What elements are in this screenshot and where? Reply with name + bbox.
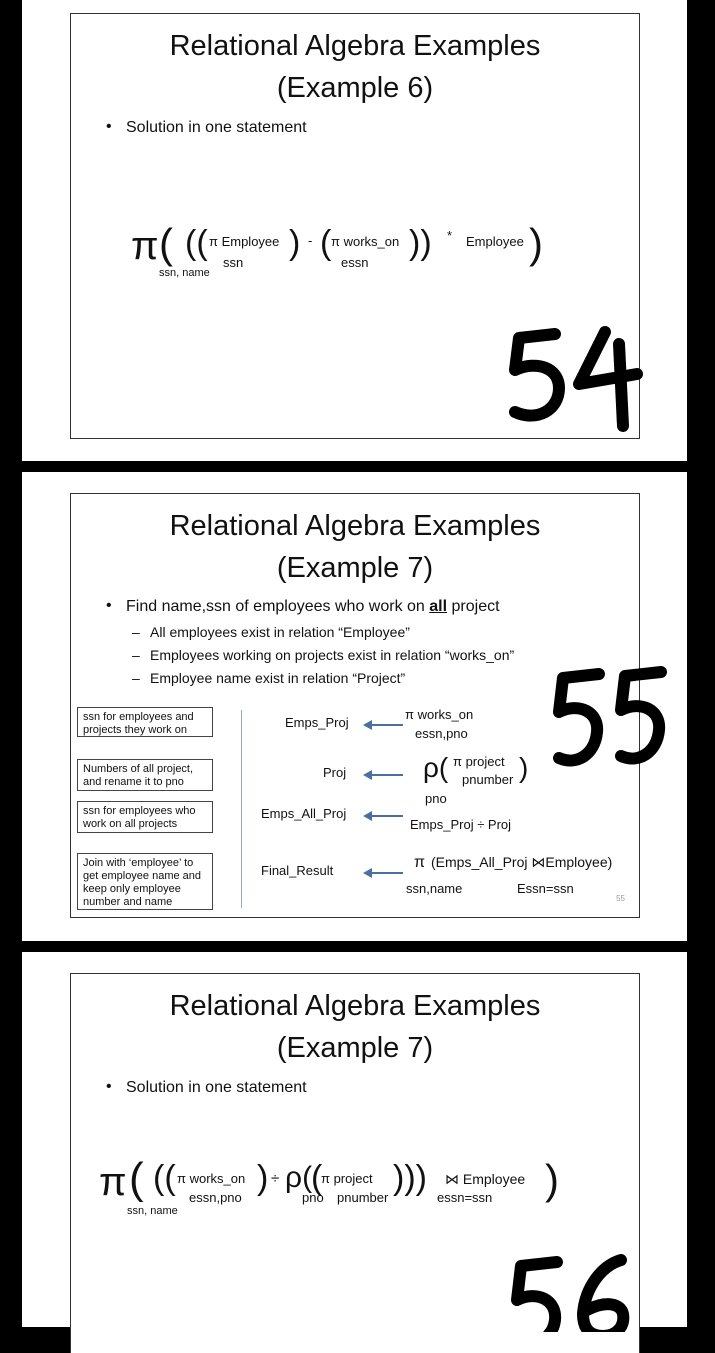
step-subscript: pnumber — [462, 772, 514, 787]
bullet-dot: • — [106, 1078, 112, 1095]
bullet-text: Solution in one statement — [126, 1079, 307, 1096]
sub-bullet-text: All employees exist in relation “Employee” — [150, 624, 410, 640]
step-name: Proj — [323, 765, 347, 780]
close-paren: ) — [257, 1159, 269, 1197]
page-55 — [22, 472, 687, 941]
left-arrow-icon — [363, 810, 405, 822]
left-arrow-icon — [363, 719, 405, 731]
rename-symbol: ρ( — [423, 752, 449, 783]
bullet-dot: • — [106, 118, 112, 135]
minus-operator: - — [308, 233, 313, 248]
join-subscript: essn=ssn — [437, 1190, 493, 1205]
close-paren: ))) — [393, 1159, 427, 1197]
open-paren: (( — [185, 224, 208, 262]
bullet — [106, 118, 307, 137]
sub-bullet-text: Employee name exist in relation “Project” — [150, 670, 406, 686]
bullet-text-post: project — [447, 598, 500, 615]
times-operator: * — [447, 228, 453, 243]
sub-bullet: – All employees exist in relation “Employee” — [132, 624, 410, 640]
bullet-dot: • — [106, 597, 112, 614]
open-paren: ( — [320, 224, 332, 262]
open-paren: ( — [129, 1154, 144, 1203]
left-arrow-icon — [363, 867, 405, 879]
rename-subscript: pno — [425, 791, 447, 806]
bullet-text: Solution in one statement — [126, 119, 307, 136]
slide-title-line2: (Example 7) — [276, 552, 434, 584]
step-expression: Emps_Proj ÷ Proj — [410, 817, 512, 832]
inner-subscript: essn,pno — [189, 1190, 242, 1205]
page-54 — [22, 0, 687, 461]
projection-subscript: ssn, name — [159, 267, 210, 279]
handwritten-number-55 — [549, 666, 679, 778]
step-subscript: essn,pno — [415, 726, 468, 741]
bullet-text-bold: all — [429, 598, 448, 615]
slide-54 — [70, 13, 640, 439]
close-paren: ) — [519, 752, 529, 783]
step-name: Final_Result — [261, 863, 334, 878]
employee-relation: Employee — [466, 234, 524, 249]
note-box: ssn for employees and projects they work on — [77, 707, 213, 737]
step-subscript: ssn,name — [406, 881, 463, 896]
inner-subscript-essn: essn — [341, 255, 369, 270]
join-subscript: Essn=ssn — [517, 881, 574, 896]
step-expression: π works_on — [405, 707, 474, 722]
page-number: 54 — [616, 415, 625, 424]
step-expression: π project — [453, 754, 505, 769]
divider-line — [241, 710, 242, 908]
open-paren: (( — [153, 1159, 176, 1197]
sub-bullet: – Employee name exist in relation “Project” — [132, 670, 406, 686]
step-name: Emps_Proj — [285, 715, 349, 730]
slide-title-line2: (Example 6) — [276, 72, 434, 104]
slide-title-line2: (Example 7) — [276, 1032, 434, 1064]
slide-56 — [70, 973, 640, 1353]
close-paren: ) — [289, 224, 301, 262]
close-paren: )) — [409, 224, 432, 262]
close-paren: ) — [529, 220, 543, 267]
bullet-text-pre: Find name,ssn of employees who work on — [126, 598, 430, 615]
inner-projection-works-on: π works_on — [331, 234, 400, 249]
rename-subscript: pno — [302, 1190, 324, 1205]
rename-symbol: ρ( — [285, 1161, 313, 1194]
left-arrow-icon — [363, 769, 405, 781]
inner-subscript-ssn: ssn — [223, 255, 244, 270]
note-box: Join with ‘employee’ to get employee name and keep only employee number and name — [77, 853, 213, 910]
projection-symbol: π — [131, 224, 159, 268]
page-number: 55 — [616, 894, 625, 903]
open-paren: ( — [159, 220, 173, 267]
step-name: Emps_All_Proj — [261, 806, 347, 821]
projection-symbol: π — [99, 1160, 127, 1204]
sub-bullet: – Employees working on projects exist in relation “works_on” — [132, 647, 515, 663]
projection-symbol: π — [414, 854, 426, 871]
slide-title-line1: Relational Algebra Examples — [169, 30, 541, 62]
bullet — [106, 1078, 307, 1097]
note-box: Numbers of all project, and rename it to pno — [77, 759, 213, 791]
slide-55 — [70, 493, 640, 918]
slide-title-line1: Relational Algebra Examples — [169, 990, 541, 1022]
handwritten-number-54 — [507, 324, 667, 434]
note-box: ssn for employees who work on all projects — [77, 801, 213, 833]
inner-projection-project: π project — [321, 1171, 373, 1186]
page-56 — [22, 952, 687, 1327]
open-paren: ( — [311, 1159, 323, 1197]
join-employee: ⋈ Employee — [445, 1171, 526, 1187]
division-operator: ÷ — [271, 1170, 280, 1187]
inner-projection-works-on: π works_on — [177, 1171, 246, 1186]
handwritten-number-56 — [503, 1252, 643, 1332]
inner-subscript: pnumber — [337, 1190, 389, 1205]
step-expression: (Emps_All_Proj ⋈Employee) — [431, 854, 613, 870]
slide-title-line1: Relational Algebra Examples — [169, 510, 541, 542]
inner-projection-employee: π Employee — [209, 234, 280, 249]
close-paren: ) — [545, 1156, 559, 1203]
sub-bullet-text: Employees working on projects exist in relation “works_on” — [150, 647, 515, 663]
bullet — [106, 597, 500, 616]
projection-subscript: ssn, name — [127, 1205, 178, 1217]
